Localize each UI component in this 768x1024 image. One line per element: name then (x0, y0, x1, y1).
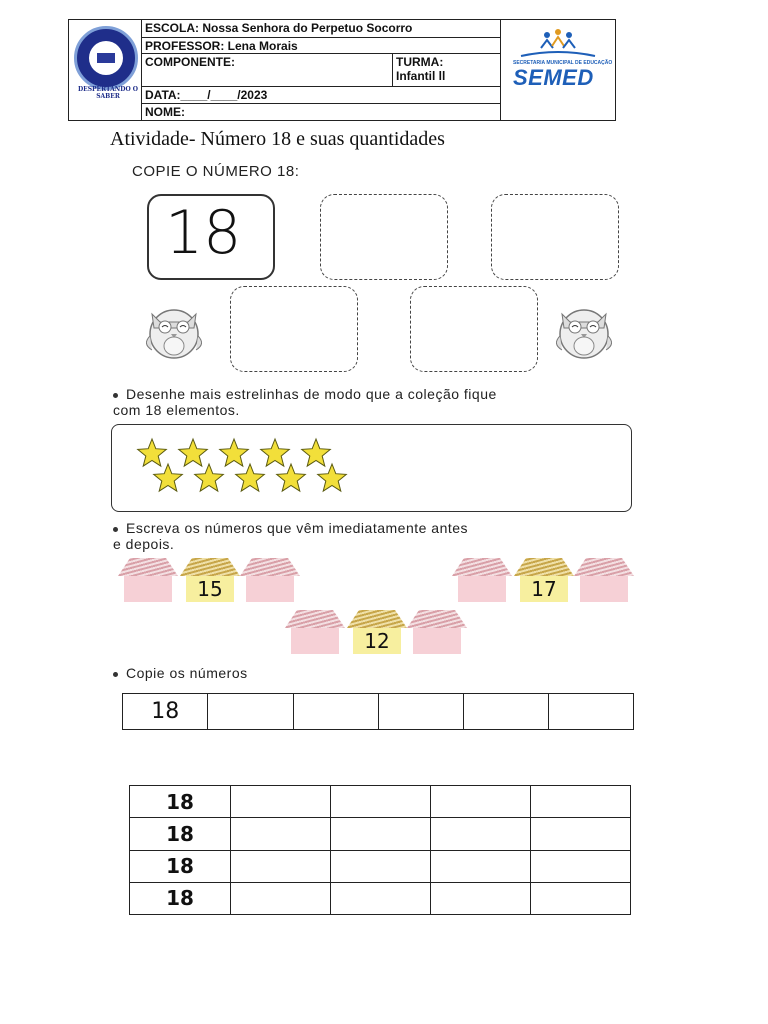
copy-row-cell[interactable] (378, 694, 463, 730)
copy-heading: COPIE O NÚMERO 18: (132, 163, 300, 180)
grid-cell[interactable] (231, 786, 331, 818)
star-icon (220, 439, 249, 466)
star-icon (318, 464, 347, 491)
copy-box-1[interactable] (320, 194, 448, 280)
school-seal-logo (74, 26, 138, 90)
stars-box[interactable] (111, 424, 632, 512)
semed-logo-box (500, 19, 616, 121)
name-field: NOME: (141, 103, 501, 121)
copy-row-cell[interactable] (548, 694, 633, 730)
grid-model-number: 18 (130, 786, 231, 818)
componente-field: COMPONENTE: (141, 53, 393, 87)
house-before-15[interactable] (118, 558, 178, 604)
grid-cell[interactable] (231, 882, 331, 914)
stars-instruction (113, 386, 497, 418)
copy-numbers-row-table (122, 693, 634, 730)
number-grid-table (129, 785, 631, 915)
stars-instruction-line1: Desenhe mais estrelinhas de modo que a coleção fique (126, 386, 497, 402)
grid-cell[interactable] (431, 850, 531, 882)
seal-caption: DESPERTANDO O SABER (77, 86, 139, 100)
grid-cell[interactable] (431, 882, 531, 914)
grid-cell[interactable] (331, 818, 431, 850)
house-number: 15 (197, 577, 223, 601)
star-icon (195, 464, 224, 491)
bullet-icon (113, 672, 118, 677)
house-number: 17 (531, 577, 557, 601)
grid-cell[interactable] (431, 786, 531, 818)
copy-box-2[interactable] (491, 194, 619, 280)
copy-numbers-heading: Copie os números (126, 665, 248, 681)
grid-cell[interactable] (331, 882, 431, 914)
star-icon (236, 464, 265, 491)
house-before-12[interactable] (285, 610, 345, 656)
before-after-line2: e depois. (113, 536, 175, 552)
page-title: Atividade- Número 18 e suas quantidades (110, 128, 445, 150)
stars-instruction-line2: com 18 elementos. (113, 402, 240, 418)
turma-label: TURMA: (396, 55, 444, 69)
grid-cell[interactable] (331, 786, 431, 818)
house-after-17[interactable] (574, 558, 634, 604)
bullet-icon (113, 393, 118, 398)
bullet-icon (113, 527, 118, 532)
grid-model-number: 18 (130, 850, 231, 882)
grid-cell[interactable] (531, 850, 631, 882)
copy-row-model: 18 (123, 694, 208, 730)
grid-cell[interactable] (531, 882, 631, 914)
house-before-17[interactable] (452, 558, 512, 604)
semed-subtitle: SECRETARIA MUNICIPAL DE EDUCAÇÃO (513, 60, 613, 66)
grid-cell[interactable] (531, 818, 631, 850)
owl-right-icon (548, 300, 620, 362)
teacher-name: PROFESSOR: Lena Morais (141, 37, 501, 54)
grid-cell[interactable] (231, 818, 331, 850)
grid-cell[interactable] (431, 818, 531, 850)
before-after-line1: Escreva os números que vêm imediatamente antes (126, 520, 469, 536)
model-number-box (147, 194, 275, 280)
copy-row-cell[interactable] (293, 694, 378, 730)
house-12 (347, 610, 407, 656)
star-icon (179, 439, 208, 466)
copy-row-cell[interactable] (463, 694, 548, 730)
model-number: 18 (165, 198, 242, 268)
grid-cell[interactable] (231, 850, 331, 882)
copy-numbers-heading-wrap (113, 665, 248, 681)
star-icon (138, 439, 167, 466)
turma-value: Infantil ll (396, 69, 446, 83)
copy-box-3[interactable] (230, 286, 358, 372)
before-after-instruction (113, 520, 468, 552)
grid-cell[interactable] (331, 850, 431, 882)
house-after-12[interactable] (407, 610, 467, 656)
date-field: DATA:____/____/2023 (141, 86, 501, 104)
house-after-15[interactable] (240, 558, 300, 604)
copy-row-cell[interactable] (208, 694, 293, 730)
owl-left-icon (138, 300, 210, 362)
house-17 (514, 558, 574, 604)
semed-logo-text: SEMED (513, 65, 594, 90)
grid-model-number: 18 (130, 818, 231, 850)
star-icon (277, 464, 306, 491)
house-15 (180, 558, 240, 604)
school-name: ESCOLA: Nossa Senhora do Perpetuo Socorro (141, 19, 501, 38)
star-icon (154, 464, 183, 491)
copy-box-4[interactable] (410, 286, 538, 372)
grid-cell[interactable] (531, 786, 631, 818)
house-number: 12 (364, 629, 390, 653)
stars-group (132, 435, 372, 505)
star-icon (302, 439, 331, 466)
grid-model-number: 18 (130, 882, 231, 914)
turma-field (392, 53, 501, 87)
star-icon (261, 439, 290, 466)
